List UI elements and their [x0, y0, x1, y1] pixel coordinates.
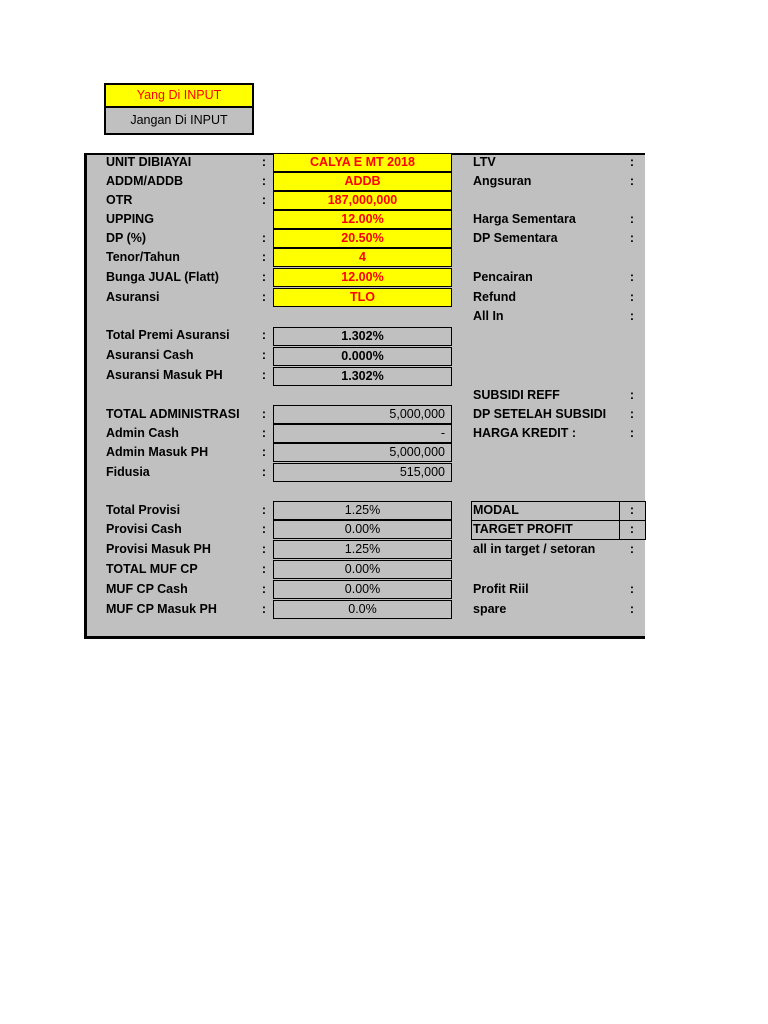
row-label-asuransi-masuk-ph: Asuransi Masuk PH: [106, 368, 223, 382]
colon: :: [261, 503, 267, 517]
value-admin-masuk-ph: 5,000,000: [273, 443, 452, 462]
value-fidusia: 515,000: [273, 463, 452, 482]
colon: :: [629, 270, 635, 284]
row-label-muf-cp-cash: MUF CP Cash: [106, 582, 188, 596]
legend-input-box: Yang Di INPUT: [104, 83, 254, 108]
colon: :: [629, 231, 635, 245]
value-muf-cp-masuk-ph: 0.0%: [273, 600, 452, 619]
value-admin-cash: -: [273, 424, 452, 443]
colon: :: [629, 503, 635, 517]
value-asuransi-masuk-ph: 1.302%: [273, 367, 452, 386]
input-otr[interactable]: 187,000,000: [273, 191, 452, 210]
colon: :: [261, 174, 267, 188]
row-label-admin-masuk-ph: Admin Masuk PH: [106, 445, 209, 459]
row-label-provisi-cash: Provisi Cash: [106, 522, 182, 536]
colon: :: [629, 602, 635, 616]
label-pencairan: Pencairan: [473, 270, 533, 284]
colon: :: [261, 562, 267, 576]
row-label-tenor: Tenor/Tahun: [106, 250, 180, 264]
row-label-total-premi: Total Premi Asuransi: [106, 328, 230, 342]
colon: :: [261, 522, 267, 536]
value-total-premi: 1.302%: [273, 327, 452, 346]
input-asuransi[interactable]: TLO: [273, 288, 452, 307]
row-label-fidusia: Fidusia: [106, 465, 150, 479]
colon: :: [261, 290, 267, 304]
colon: :: [261, 270, 267, 284]
colon: :: [261, 582, 267, 596]
modal-box-divider: [619, 501, 620, 521]
input-upping[interactable]: 12.00%: [273, 210, 452, 229]
label-harga-kredit: HARGA KREDIT :: [473, 426, 577, 440]
label-harga-sementara: Harga Sementara: [473, 212, 576, 226]
colon: :: [629, 426, 635, 440]
label-all-in-target: all in target / setoran: [473, 542, 596, 556]
colon: :: [261, 602, 267, 616]
colon: :: [261, 368, 267, 382]
colon: :: [261, 250, 267, 264]
colon: :: [261, 407, 267, 421]
label-ltv: LTV: [473, 155, 496, 169]
row-label-bunga-jual: Bunga JUAL (Flatt): [106, 270, 219, 284]
colon: :: [629, 542, 635, 556]
input-unit-dibiayai[interactable]: CALYA E MT 2018: [273, 153, 452, 172]
label-subsidi-reff: SUBSIDI REFF: [473, 388, 560, 402]
input-addm-addb[interactable]: ADDB: [273, 172, 452, 191]
label-dp-sementara: DP Sementara: [473, 231, 558, 245]
target-profit-box-divider: [619, 520, 620, 540]
colon: :: [629, 212, 635, 226]
row-label-addm-addb: ADDM/ADDB: [106, 174, 184, 188]
colon: :: [629, 174, 635, 188]
row-label-total-provisi: Total Provisi: [106, 503, 181, 517]
colon: :: [629, 290, 635, 304]
value-provisi-cash: 0.00%: [273, 520, 452, 539]
value-total-muf-cp: 0.00%: [273, 560, 452, 579]
input-dp[interactable]: 20.50%: [273, 229, 452, 248]
row-label-dp: DP (%): [106, 231, 147, 245]
label-target-profit: TARGET PROFIT: [473, 522, 573, 536]
value-asuransi-cash: 0.000%: [273, 347, 452, 366]
colon: :: [261, 542, 267, 556]
colon: :: [261, 426, 267, 440]
colon: :: [629, 582, 635, 596]
row-label-provisi-masuk-ph: Provisi Masuk PH: [106, 542, 211, 556]
legend-noinput-box: Jangan Di INPUT: [104, 108, 254, 135]
label-modal: MODAL: [473, 503, 519, 517]
label-angsuran: Angsuran: [473, 174, 532, 188]
colon: :: [261, 328, 267, 342]
label-profit-riil: Profit Riil: [473, 582, 529, 596]
value-total-administrasi: 5,000,000: [273, 405, 452, 424]
colon: :: [261, 445, 267, 459]
value-muf-cp-cash: 0.00%: [273, 580, 452, 599]
row-label-upping: UPPING: [106, 212, 154, 226]
colon: :: [629, 155, 635, 169]
colon: :: [629, 407, 635, 421]
label-spare: spare: [473, 602, 507, 616]
label-dp-setelah-subsidi: DP SETELAH SUBSIDI: [473, 407, 607, 421]
colon: :: [261, 193, 267, 207]
input-tenor[interactable]: 4: [273, 248, 452, 267]
colon: :: [629, 309, 635, 323]
row-label-otr: OTR: [106, 193, 133, 207]
row-label-total-administrasi: TOTAL ADMINISTRASI: [106, 407, 240, 421]
row-label-admin-cash: Admin Cash: [106, 426, 179, 440]
row-label-unit-dibiayai: UNIT DIBIAYAI: [106, 155, 192, 169]
value-provisi-masuk-ph: 1.25%: [273, 540, 452, 559]
colon: :: [261, 231, 267, 245]
label-all-in: All In: [473, 309, 504, 323]
row-label-muf-cp-masuk-ph: MUF CP Masuk PH: [106, 602, 217, 616]
colon: :: [629, 388, 635, 402]
row-label-asuransi: Asuransi: [106, 290, 160, 304]
colon: :: [261, 465, 267, 479]
input-bunga-jual[interactable]: 12.00%: [273, 268, 452, 287]
row-label-total-muf-cp: TOTAL MUF CP: [106, 562, 198, 576]
value-total-provisi: 1.25%: [273, 501, 452, 520]
colon: :: [629, 522, 635, 536]
label-refund: Refund: [473, 290, 517, 304]
colon: :: [261, 348, 267, 362]
row-label-asuransi-cash: Asuransi Cash: [106, 348, 194, 362]
colon: :: [261, 155, 267, 169]
